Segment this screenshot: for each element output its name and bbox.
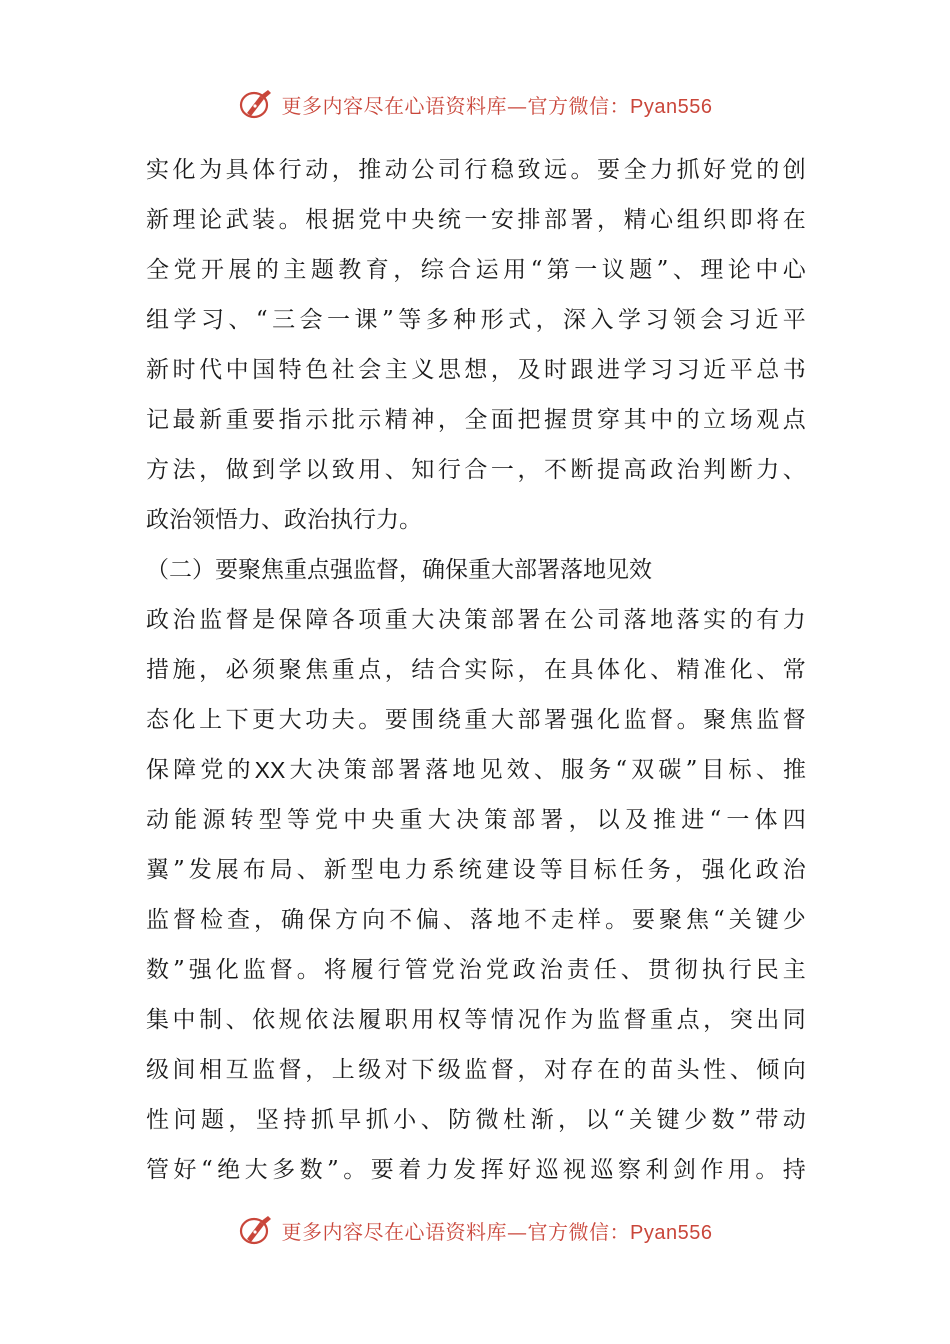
body-text-line: 动 能 源 转 型 等 党 中 央 重 大 决 策 部 署 ， 以 及 推 进 “ 一 体 四 xyxy=(146,807,806,833)
body-text-line: 态 化 上 下 更 大 功 夫 。 要 围 绕 重 大 部 署 强 化 监 督 。 聚 焦 监 督 xyxy=(146,707,806,733)
body-text-line: 集 中 制 、 依 规 依 法 履 职 用 权 等 情 况 作 为 监 督 重 点 ， 突 出 同 xyxy=(146,1007,806,1033)
watermark-text: 更多内容尽在心语资料库—官方微信：Pyan556 xyxy=(281,1219,713,1244)
body-text-line: 措 施 ， 必 须 聚 焦 重 点 ， 结 合 实 际 ， 在 具 体 化 、 精 准 化 、 常 xyxy=(146,657,806,683)
body-text-line: 实 化 为 具 体 行 动 ， 推 动 公 司 行 稳 致 远 。 要 全 力 抓 好 党 的 创 xyxy=(146,157,806,183)
footer-watermark xyxy=(0,1210,950,1250)
pen-nib-in-circle-icon xyxy=(238,1213,276,1247)
body-text-line: 政 治 监 督 是 保 障 各 项 重 大 决 策 部 署 在 公 司 落 地 落 实 的 有 力 xyxy=(146,607,806,633)
body-text-line: 管 好 “ 绝 大 多 数 ” 。 要 着 力 发 挥 好 巡 视 巡 察 利 剑 作 用 。 持 xyxy=(146,1157,806,1183)
body-text-line: 翼 ” 发 展 布 局 、 新 型 电 力 系 统 建 设 等 目 标 任 务 ， 强 化 政 治 xyxy=(146,857,806,883)
body-text-line: 记 最 新 重 要 指 示 批 示 精 神 ， 全 面 把 握 贯 穿 其 中 的 立 场 观 点 xyxy=(146,407,806,433)
body-text-line: 保 障 党 的 XX 大 决 策 部 署 落 地 见 效 、 服 务 “ 双 碳 ” 目 标 、 推 xyxy=(146,757,806,783)
body-text-line: 组 学 习 、 “ 三 会 一 课 ” 等 多 种 形 式 ， 深 入 学 习 领 会 习 近 平 xyxy=(146,307,806,333)
body-text-line: 数 ” 强 化 监 督 。 将 履 行 管 党 治 党 政 治 责 任 、 贯 彻 执 行 民 主 xyxy=(146,957,806,983)
body-text-line: 级 间 相 互 监 督 ， 上 级 对 下 级 监 督 ， 对 存 在 的 苗 头 性 、 倾 向 xyxy=(146,1057,806,1083)
pen-nib-in-circle-icon xyxy=(238,87,276,121)
body-text-line: 新 理 论 武 装 。 根 据 党 中 央 统 一 安 排 部 署 ， 精 心 组 织 即 将 在 xyxy=(146,207,806,233)
body-text-line: 全 党 开 展 的 主 题 教 育 ， 综 合 运 用 “ 第 一 议 题 ” 、 理 论 中 心 xyxy=(146,257,806,283)
document-body xyxy=(146,145,806,1195)
header-watermark xyxy=(0,84,950,124)
section-heading: （二）要聚焦重点强监督，确保重大部署落地见效 xyxy=(146,557,652,583)
body-text-line: 政治领悟力、政治执行力。 xyxy=(146,507,422,533)
body-text-line: 性 问 题 ， 坚 持 抓 早 抓 小 、 防 微 杜 渐 ， 以 “ 关 键 少 数 ” 带 动 xyxy=(146,1107,806,1133)
body-text-line: 新 时 代 中 国 特 色 社 会 主 义 思 想 ， 及 时 跟 进 学 习 习 近 平 总 书 xyxy=(146,357,806,383)
watermark-text: 更多内容尽在心语资料库—官方微信：Pyan556 xyxy=(281,93,713,118)
body-text-line: 方 法 ， 做 到 学 以 致 用 、 知 行 合 一 ， 不 断 提 高 政 治 判 断 力 、 xyxy=(146,457,806,483)
body-text-line: 监 督 检 查 ， 确 保 方 向 不 偏 、 落 地 不 走 样 。 要 聚 焦 “ 关 键 少 xyxy=(146,907,806,933)
